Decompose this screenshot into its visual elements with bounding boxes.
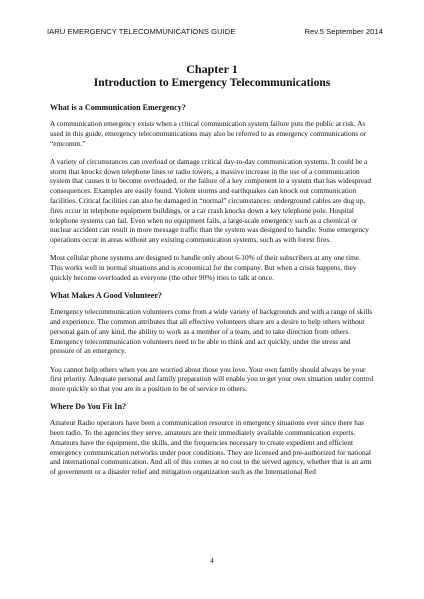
header-guide-title: IARU EMERGENCY TELECOMMUNICATIONS GUIDE <box>47 27 236 36</box>
paragraph: You cannot help others when you are worried about those you love. Your own family should always be your first priority. Adequate personal and family preparation will enable you to get your own situation under control more quickly so that you are in a position to be of service to others. <box>50 364 374 394</box>
section-heading: What is a Communication Emergency? <box>50 103 186 112</box>
chapter-number: Chapter 1 <box>186 62 238 76</box>
paragraph: A communication emergency exists when a critical communication system failure puts the public at risk. As used in this guide, emergency telecommunications may also be referred to as emergency communications or “emcomm.” <box>50 119 367 148</box>
section-heading: Where Do You Fit In? <box>50 402 126 412</box>
body-content <box>50 103 374 477</box>
header-revision: Rev.5 September 2014 <box>304 27 383 36</box>
paragraph: Most cellular phone systems are designed to handle only about 6-10% of their subscribers at any one time. This works well in normal situations and is economical for the company. But when a crisis happens, they quickly become overloaded as everyone (the other 90%) tries to talk at once. <box>50 253 361 282</box>
chapter-heading <box>0 62 424 90</box>
paragraph: A variety of circumstances can overload or damage critical day-to-day communication systems. It could be a storm that knocks down telephone lines or radio towers, a massive increase in the use of a communication system that causes it to become overloaded, or the failure of a key component in a system that has widespread consequences. Examples are easily found. Violent storms and earthquakes can knock out communication facilities. Critical facilities can also be damaged in “normal” circumstances: underground cables are dug up, fires occur in telephone equipment buildings, or a car crash knocks down a key telephone pole. Hospital telephone systems can fail. Even when no equipment fails, a large-scale emergency such as a chemical or nuclear accident can result in more message traffic than the system was designed to handle. Some emergency operations occur in areas without any existing communication systems, such as with forest fires. <box>50 156 371 245</box>
paragraph: Emergency telecommunication volunteers come from a wide variety of backgrounds and with a range of skills and experience. The common attributes that all effective volunteers share are a desire to help others without personal gain of any kind, the ability to work as a member of a team, and to take direction from others. Emergency telecommunication volunteers need to be able to think and act quickly, under the stress and pressure of an emergency. <box>50 307 373 356</box>
chapter-title: Introduction to Emergency Telecommunications <box>93 77 331 89</box>
page-number: 4 <box>210 556 214 565</box>
running-header <box>47 27 383 39</box>
paragraph: Amateur Radio operators have been a communication resource in emergency situations ever since there has been radio. To the agencies they serve, amateurs are their immediately available communication experts. Amateurs have the equipment, the skills, and the frequencies necessary to create expedient and efficient emergency communication networks under poor conditions. They are licensed and pre-authorized for national and international communication. And all of this comes at no cost to the served agency, whether that is an arm of government or a disaster relief and mitigation organization such as the International Red <box>50 418 372 477</box>
section-heading: What Makes A Good Volunteer? <box>50 291 162 301</box>
